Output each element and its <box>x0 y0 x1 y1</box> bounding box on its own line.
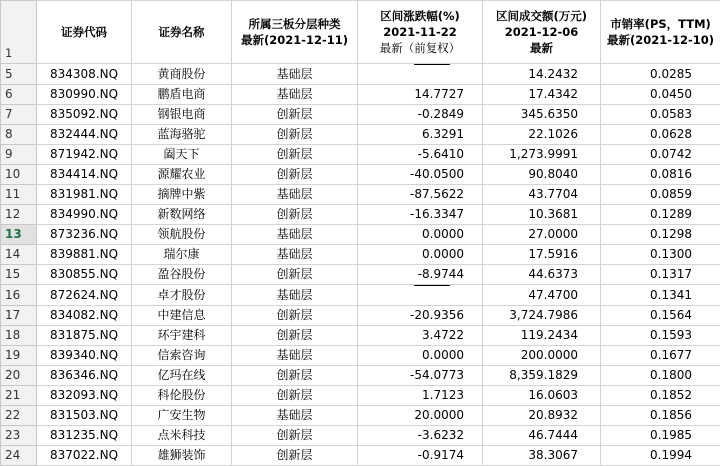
cell-code[interactable]: 835092.NQ <box>37 105 132 125</box>
table-row <box>1 205 720 225</box>
cell-ps[interactable]: 0.1298 <box>601 225 720 245</box>
cell-code[interactable]: 834082.NQ <box>37 306 132 326</box>
cell-change[interactable]: -54.0773 <box>358 366 483 386</box>
cell-tier[interactable]: 创新层 <box>232 105 358 125</box>
cell-code[interactable]: 834308.NQ <box>37 64 132 85</box>
cell-tier[interactable]: 创新层 <box>232 165 358 185</box>
cell-change[interactable]: -40.0500 <box>358 165 483 185</box>
table-row <box>1 245 720 265</box>
cell-ps[interactable]: 0.1856 <box>601 406 720 426</box>
cell-tier[interactable]: 创新层 <box>232 265 358 285</box>
row-number[interactable]: 12 <box>1 205 37 225</box>
cell-amount[interactable]: 44.6373 <box>483 265 601 285</box>
table-row <box>1 346 720 366</box>
cell-name[interactable]: 盈谷股份 <box>132 265 232 285</box>
header-row <box>1 1 720 64</box>
cell-tier[interactable]: 创新层 <box>232 125 358 145</box>
table-row <box>1 165 720 185</box>
table-row <box>1 265 720 285</box>
row-number[interactable]: 13 <box>1 225 37 245</box>
cell-code[interactable]: 831503.NQ <box>37 406 132 426</box>
row-number[interactable]: 16 <box>1 285 37 306</box>
header-change-line1: 区间涨跌幅(%) <box>380 9 460 23</box>
cell-amount[interactable]: 20.8932 <box>483 406 601 426</box>
cell-code[interactable]: 834414.NQ <box>37 165 132 185</box>
cell-change[interactable]: -20.9356 <box>358 306 483 326</box>
table-row <box>1 85 720 105</box>
cell-ps[interactable]: 0.1341 <box>601 285 720 306</box>
cell-code[interactable]: 831235.NQ <box>37 426 132 446</box>
table-row <box>1 185 720 205</box>
cell-name[interactable]: 蓝海骆驼 <box>132 125 232 145</box>
row-number[interactable]: 14 <box>1 245 37 265</box>
cell-ps[interactable]: 0.1300 <box>601 245 720 265</box>
cell-name[interactable]: 钢银电商 <box>132 105 232 125</box>
cell-code[interactable]: 832444.NQ <box>37 125 132 145</box>
cell-tier[interactable]: 基础层 <box>232 185 358 205</box>
cell-name[interactable]: 信索咨询 <box>132 346 232 366</box>
empty-value-dash <box>414 285 450 305</box>
cell-change[interactable]: -87.5622 <box>358 185 483 205</box>
cell-code[interactable]: 837022.NQ <box>37 446 132 466</box>
cell-name[interactable]: 广安生物 <box>132 406 232 426</box>
cell-code[interactable]: 831981.NQ <box>37 185 132 205</box>
table-row <box>1 64 720 85</box>
header-change-line3: 最新（前复权） <box>380 41 461 55</box>
empty-value-dash <box>414 64 450 84</box>
cell-code[interactable]: 871942.NQ <box>37 145 132 165</box>
header-name[interactable]: 证券名称 <box>132 1 232 64</box>
cell-amount[interactable]: 47.4700 <box>483 285 601 306</box>
cell-tier[interactable]: 创新层 <box>232 205 358 225</box>
cell-tier[interactable]: 基础层 <box>232 225 358 245</box>
cell-name[interactable]: 鹏盾电商 <box>132 85 232 105</box>
cell-amount[interactable]: 16.0603 <box>483 386 601 406</box>
header-amount[interactable] <box>483 1 601 64</box>
row-number[interactable]: 20 <box>1 366 37 386</box>
cell-ps[interactable]: 0.1800 <box>601 366 720 386</box>
table-row <box>1 366 720 386</box>
cell-tier[interactable]: 创新层 <box>232 306 358 326</box>
table-row <box>1 406 720 426</box>
cell-change[interactable] <box>358 285 483 306</box>
table-row <box>1 125 720 145</box>
header-amount-line3: 最新 <box>530 41 553 55</box>
cell-name[interactable]: 领航股份 <box>132 225 232 245</box>
cell-ps[interactable]: 0.1852 <box>601 386 720 406</box>
cell-code[interactable]: 872624.NQ <box>37 285 132 306</box>
cell-name[interactable]: 中建信息 <box>132 306 232 326</box>
header-amount-line2: 2021-12-06 <box>505 25 579 39</box>
cell-change[interactable]: 1.7123 <box>358 386 483 406</box>
cell-name[interactable]: 源耀农业 <box>132 165 232 185</box>
cell-ps[interactable]: 0.1564 <box>601 306 720 326</box>
cell-ps[interactable]: 0.1317 <box>601 265 720 285</box>
header-ps-line1: 市销率(PS，TTM) <box>610 17 711 31</box>
table-row <box>1 326 720 346</box>
cell-ps[interactable]: 0.0285 <box>601 64 720 85</box>
cell-code[interactable]: 836346.NQ <box>37 366 132 386</box>
cell-change[interactable]: -0.9174 <box>358 446 483 466</box>
header-amount-line1: 区间成交额(万元) <box>496 9 587 23</box>
row-number[interactable]: 9 <box>1 145 37 165</box>
cell-amount[interactable]: 200.0000 <box>483 346 601 366</box>
table-row <box>1 105 720 125</box>
table-row <box>1 426 720 446</box>
cell-ps[interactable]: 0.1994 <box>601 446 720 466</box>
header-ps[interactable] <box>601 1 720 64</box>
cell-amount[interactable]: 119.2434 <box>483 326 601 346</box>
row-number[interactable]: 24 <box>1 446 37 466</box>
table-row <box>1 145 720 165</box>
row-number[interactable]: 17 <box>1 306 37 326</box>
row-number[interactable]: 5 <box>1 64 37 85</box>
cell-change[interactable]: 0.0000 <box>358 225 483 245</box>
row-number[interactable]: 11 <box>1 185 37 205</box>
cell-change[interactable] <box>358 64 483 85</box>
header-tier-line2: 最新(2021-12-11) <box>241 33 348 47</box>
cell-name[interactable]: 亿玛在线 <box>132 366 232 386</box>
row-number[interactable]: 23 <box>1 426 37 446</box>
cell-name[interactable]: 卓才股份 <box>132 285 232 306</box>
cell-tier[interactable]: 基础层 <box>232 85 358 105</box>
cell-amount[interactable]: 345.6350 <box>483 105 601 125</box>
cell-tier[interactable]: 创新层 <box>232 386 358 406</box>
cell-amount[interactable]: 14.2432 <box>483 64 601 85</box>
row-number[interactable]: 8 <box>1 125 37 145</box>
cell-tier[interactable]: 创新层 <box>232 366 358 386</box>
cell-code[interactable]: 830990.NQ <box>37 85 132 105</box>
cell-amount[interactable]: 17.5916 <box>483 245 601 265</box>
cell-ps[interactable]: 0.1677 <box>601 346 720 366</box>
cell-tier[interactable]: 创新层 <box>232 326 358 346</box>
cell-amount[interactable]: 22.1026 <box>483 125 601 145</box>
cell-amount[interactable]: 17.4342 <box>483 85 601 105</box>
cell-name[interactable]: 点米科技 <box>132 426 232 446</box>
cell-name[interactable]: 黄商股份 <box>132 64 232 85</box>
table-row <box>1 285 720 306</box>
cell-code[interactable]: 832093.NQ <box>37 386 132 406</box>
row-number[interactable]: 18 <box>1 326 37 346</box>
cell-tier[interactable]: 基础层 <box>232 346 358 366</box>
cell-change[interactable]: 0.0000 <box>358 245 483 265</box>
cell-amount[interactable]: 38.3067 <box>483 446 601 466</box>
cell-change[interactable]: -8.9744 <box>358 265 483 285</box>
header-change-line2: 2021-11-22 <box>383 25 457 39</box>
cell-name[interactable]: 瑞尔康 <box>132 245 232 265</box>
cell-name[interactable]: 阖天下 <box>132 145 232 165</box>
header-tier[interactable] <box>232 1 358 64</box>
cell-change[interactable]: -3.6232 <box>358 426 483 446</box>
cell-name[interactable]: 新数网络 <box>132 205 232 225</box>
cell-ps[interactable]: 0.0450 <box>601 85 720 105</box>
cell-amount[interactable]: 3,724.7986 <box>483 306 601 326</box>
cell-name[interactable]: 摘牌中紫 <box>132 185 232 205</box>
cell-amount[interactable]: 1,273.9991 <box>483 145 601 165</box>
cell-amount[interactable]: 46.7444 <box>483 426 601 446</box>
cell-change[interactable]: -5.6410 <box>358 145 483 165</box>
cell-amount[interactable]: 43.7704 <box>483 185 601 205</box>
cell-code[interactable]: 831875.NQ <box>37 326 132 346</box>
cell-tier[interactable]: 基础层 <box>232 406 358 426</box>
table-row <box>1 306 720 326</box>
cell-code[interactable]: 834990.NQ <box>37 205 132 225</box>
cell-tier[interactable]: 创新层 <box>232 446 358 466</box>
cell-change[interactable]: 3.4722 <box>358 326 483 346</box>
row-number[interactable]: 6 <box>1 85 37 105</box>
cell-ps[interactable]: 0.0583 <box>601 105 720 125</box>
row-number[interactable]: 7 <box>1 105 37 125</box>
cell-amount[interactable]: 8,359.1829 <box>483 366 601 386</box>
header-tier-line1: 所属三板分层种类 <box>249 17 341 31</box>
cell-tier[interactable]: 基础层 <box>232 285 358 306</box>
cell-ps[interactable]: 0.1593 <box>601 326 720 346</box>
header-change[interactable] <box>358 1 483 64</box>
header-code[interactable]: 证券代码 <box>37 1 132 64</box>
cell-change[interactable]: 14.7727 <box>358 85 483 105</box>
row-number[interactable]: 15 <box>1 265 37 285</box>
cell-amount[interactable]: 10.3681 <box>483 205 601 225</box>
cell-tier[interactable]: 基础层 <box>232 245 358 265</box>
cell-name[interactable]: 科伦股份 <box>132 386 232 406</box>
row-number[interactable]: 19 <box>1 346 37 366</box>
header-ps-line2: 最新(2021-12-10) <box>607 33 714 47</box>
table-row <box>1 225 720 245</box>
cell-change[interactable]: 0.0000 <box>358 346 483 366</box>
table-row <box>1 386 720 406</box>
cell-ps[interactable]: 0.0816 <box>601 165 720 185</box>
cell-change[interactable]: 6.3291 <box>358 125 483 145</box>
row-number[interactable]: 21 <box>1 386 37 406</box>
row-number-header[interactable]: 1 <box>1 1 37 64</box>
cell-name[interactable]: 环宇建科 <box>132 326 232 346</box>
cell-tier[interactable]: 基础层 <box>232 64 358 85</box>
cell-code[interactable]: 830855.NQ <box>37 265 132 285</box>
cell-amount[interactable]: 90.8040 <box>483 165 601 185</box>
row-number[interactable]: 10 <box>1 165 37 185</box>
cell-change[interactable]: 20.0000 <box>358 406 483 426</box>
cell-change[interactable]: -16.3347 <box>358 205 483 225</box>
cell-code[interactable]: 873236.NQ <box>37 225 132 245</box>
cell-code[interactable]: 839340.NQ <box>37 346 132 366</box>
cell-name[interactable]: 雄狮装饰 <box>132 446 232 466</box>
cell-ps[interactable]: 0.1289 <box>601 205 720 225</box>
cell-amount[interactable]: 27.0000 <box>483 225 601 245</box>
cell-ps[interactable]: 0.0742 <box>601 145 720 165</box>
cell-ps[interactable]: 0.0859 <box>601 185 720 205</box>
row-number[interactable]: 22 <box>1 406 37 426</box>
cell-code[interactable]: 839881.NQ <box>37 245 132 265</box>
cell-ps[interactable]: 0.1985 <box>601 426 720 446</box>
cell-change[interactable]: -0.2849 <box>358 105 483 125</box>
cell-tier[interactable]: 创新层 <box>232 145 358 165</box>
cell-tier[interactable]: 创新层 <box>232 426 358 446</box>
cell-ps[interactable]: 0.0628 <box>601 125 720 145</box>
table-row <box>1 446 720 466</box>
